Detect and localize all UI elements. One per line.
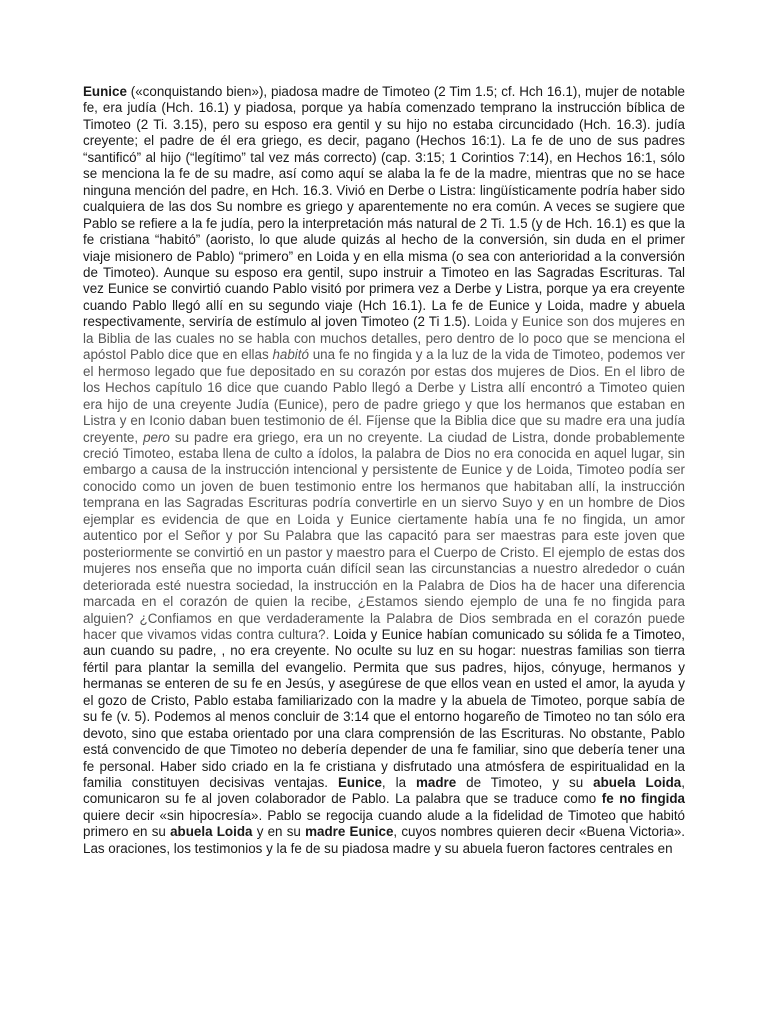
term-madre: madre xyxy=(416,775,457,791)
italic-term: habitó xyxy=(272,347,309,363)
term-eunice: Eunice xyxy=(83,84,127,99)
text-run: Loida y Eunice habían comunicado su sólida fe a Timoteo, aun cuando su padre, , no era creyente. No oculte su luz en su hogar: nuestras familias son tierra fértil para plantar la semilla del evangelio. Permita que sus padres, hijos, cónyuge, hermanos y hermanas se enteren de su fe en Jesús, y asegúrese de que ellos vean en usted el amor, la ayuda y el gozo de Cristo, Pablo estaba familiarizado con la madre y la abuela de Timoteo, porque sabía de su fe (v. 5). Podemos al menos concluir de 3:14 que el entorno hogareño de Timoteo no tan sólo era devoto, sino que estaba orientado por una clara comprensión de las Escrituras. No obstante, Pablo está convencido de que Timoteo no debería depender de una fe familiar, sino que debería tener una fe personal. Haber sido criado en la fe cristiana y disfrutado una atmósfera de espiritualidad en la familia constituyen decisivas ventajas. xyxy=(83,626,685,791)
text-run: («conquistando bien»), piadosa madre de Timoteo (2 Tim 1.5; cf. Hch 16.1), mujer de notable fe, era judía (Hch. 16.1) y piadosa, porque ya había comenzado temprano la instrucción bíblica de Timoteo (2 Ti. 3.15), pero su esposo era gentil y su hijo no estaba circuncidado (Hch. 16.3). judía creyente; el padre de él era griego, es decir, pagano (Hechos 16:1). La fe de uno de sus padres “santificó” al hijo (“legítimo” tal vez más correcto) (cap. 3:15; 1 Corintios 7:14), en Hechos 16:1, sólo se menciona la fe de su madre, así como aquí se alaba la fe de la madre, mientras que no se hace ninguna mención del padre, en Hch. 16.3. Vivió en Derbe o Listra: lingüísticamente podría haber sido cualquiera de las dos Su nombre es griego y aparentemente no era común. A veces se sugiere que Pablo se refiere a la fe judía, pero la interpretación más natural de 2 Ti. 1.5 (y de Hch. 16.1) es que la fe cristiana “habitó” (aoristo, lo que alude quizás al hecho de la conversión, sin duda en el primer viaje misionero de Pablo) “primero” en Loida y en ella misma (o sea con anterioridad a la conversión de Timoteo). Aunque su esposo era gentil, supo instruir a Timoteo en las Sagradas Escrituras. Tal vez Eunice se convirtió cuando Pablo visitó por primera vez a Derbe y Listra, porque ya era creyente cuando Pablo llegó allí en su segundo viaje (Hch 16.1). La fe de Eunice y Loida, madre y abuela respectivamente, serviría de estímulo al joven Timoteo (2 Ti 1.5). xyxy=(83,84,685,330)
text-run-gray: Loida y Eunice son dos mujeres en la Biblia de las cuales no se habla con muchos detalles, pero dentro de lo poco que se menciona el apóstol Pablo dice que en ellas habitó una fe no fingida y a la luz de la vida de Timoteo, podemos ver el hermoso legado que fue depositado en su corazón por estas dos mujeres de Dios. En el libro de los Hechos capítulo 16 dice que cuando Pablo llegó a Derbe y Listra allí encontró a Timoteo quien era hijo de una creyente Judía (Eunice), pero de padre griego y que los hermanos que estaban en Listra y en Iconio daban buen testimonio de él. Fíjense que la Biblia dice que su madre era una judía creyente, pero su padre era griego, era un no creyente. La ciudad de Listra, donde probablemente creció Timoteo, estaba llena de culto a ídolos, la palabra de Dios no era conocida en aquel lugar, sin embargo a causa de la instrucción intencional y persistente de Eunice y de Loida, Timoteo podía ser conocido como un joven de buen testimonio entre los hermanos que habitaban allí, la instrucción temprana en las Sagradas Escrituras podría convertirle en un siervo Suyo y en un hombre de Dios ejemplar es evidencia de que en Loida y Eunice ciertamente había una fe no fingida, un amor autentico por el Señor y por Su Palabra que las capacitó para ser maestras para este joven que posteriormente se convirtió en un pastor y maestro para el Cuerpo de Cristo. El ejemplo de estas dos mujeres nos enseña que no importa cuán difícil sean las circunstancias a nuestro alrededor o cuán deteriorada esté nuestra sociedad, la instrucción en la Palabra de Dios ha de hacer una diferencia marcada en el corazón de quien la recibe, ¿Estamos siendo ejemplo de una fe no fingida para alguien? ¿Confiamos en que verdaderamente la Palabra de Dios sembrada en el corazón puede hacer que vivamos vidas contra cultura?. xyxy=(83,314,685,642)
term-fe-no-fingida: fe no fingida xyxy=(601,791,685,807)
term-eunice: Eunice xyxy=(338,775,382,791)
term-abuela-loida: abuela Loida xyxy=(170,824,253,840)
term-abuela-loida: abuela Loida xyxy=(593,775,682,791)
term-madre-eunice: madre Eunice xyxy=(305,824,394,840)
document-page xyxy=(83,84,685,857)
body-paragraph: Eunice («conquistando bien»), piadosa madre de Timoteo (2 Tim 1.5; cf. Hch 16.1), mujer de notable fe, era judía (Hch. 16.1) y piadosa, porque ya había comenzado temprano la instrucción bíblica de Timoteo (2 Ti. 3.15), pero su esposo era gentil y su hijo no estaba circuncidado (Hch. 16.3). judía creyente; el padre de él era griego, es decir, pagano (Hechos 16:1). La fe de uno de sus padres “santificó” al hijo (“legítimo” tal vez más correcto) (cap. 3:15; 1 Corintios 7:14), en Hechos 16:1, sólo se menciona la fe de su madre, así como aquí se alaba la fe de la madre, mientras que no se hace ninguna mención del padre, en Hch. 16.3. Vivió en Derbe o Listra: lingüísticamente podría haber sido cualquiera de las dos Su nombre es griego y aparentemente no era común. A veces se sugiere que Pablo se refiere a la fe judía, pero la interpretación más natural de 2 Ti. 1.5 (y de Hch. 16.1) es que la fe cristiana “habitó” (aoristo, lo que alude quizás al hecho de la conversión, sin duda en el primer viaje misionero de Pablo) “primero” en Loida y en ella misma (o sea con anterioridad a la conversión de Timoteo). Aunque su esposo era gentil, supo instruir a Timoteo en las Sagradas Escrituras. Tal vez Eunice se convirtió cuando Pablo visitó por primera vez a Derbe y Listra, porque ya era creyente cuando Pablo llegó allí en su segundo viaje (Hch 16.1). La fe de Eunice y Loida, madre y abuela respectivamente, serviría de estímulo al joven Timoteo (2 Ti 1.5). Loida y Eunice son dos mujeres en la Biblia de las cuales no se habla con muchos detalles, pero dentro de lo poco que se menciona el apóstol Pablo dice que en ellas habitó una fe no fingida y a la luz de la vida de Timoteo, podemos ver el hermoso legado que fue depositado en su corazón por estas dos mujeres de Dios. En el libro de los Hechos capítulo 16 dice que cuando Pablo llegó a Derbe y Listra allí encontró a Timoteo quien era hijo de una creyente Judía (Eunice), pero de padre griego y que los hermanos que estaban en Listra y en Iconio daban buen testimonio de él. Fíjense que la Biblia dice que su madre era una judía creyente, pero su padre era griego, era un no creyente. La ciudad de Listra, donde probablemente creció Timoteo, estaba llena de culto a ídolos, la palabra de Dios no era conocida en aquel lugar, sin embargo a causa de la instrucción intencional y persistente de Eunice y de Loida, Timoteo podía ser conocido como un joven de buen testimonio entre los hermanos que habitaban allí, la instrucción temprana en las Sagradas Escrituras podría convertirle en un siervo Suyo y en un hombre de Dios ejemplar es evidencia de que en Loida y Eunice ciertamente había una fe no fingida, un amor autentico por el Señor y por Su Palabra que las capacitó para ser maestras para este joven que posteriormente se convirtió en un pastor y maestro para el Cuerpo de Cristo. El ejemplo de estas dos mujeres nos enseña que no importa cuán difícil sean las circunstancias a nuestro alrededor o cuán deteriorada esté nuestra sociedad, la instrucción en la Palabra de Dios ha de hacer una diferencia marcada en el corazón de quien la recibe, ¿Estamos siendo ejemplo de una fe no fingida para alguien? ¿Confiamos en que verdaderamente la Palabra de Dios sembrada en el corazón puede hacer que vivamos vidas contra cultura?. Loida y Eunice habían comunicado su sólida fe a Timoteo, aun cuando su padre, , no era creyente. No oculte su luz en su hogar: nuestras familias son tierra fértil para plantar la semilla del evangelio. Permita que sus padres, hijos, cónyuge, hermanos y hermanas se enteren de su fe en Jesús, y asegúrese de que ellos vean en usted el amor, la ayuda y el gozo de Cristo, Pablo estaba familiarizado con la madre y la abuela de Timoteo, porque sabía de su fe (v. 5). Podemos al menos concluir de 3:14 que el entorno hogareño de Timoteo no tan sólo era devoto, sino que estaba orientado por una clara comprensión de las Escrituras. No obstante, Pablo está convencido de que Timoteo no debería depender de una fe familiar, sino que debería tener una fe personal. Haber sido criado en la fe cristiana y disfrutado una atmósfera de espiritualidad en la familia constituyen decisivas ventajas. Eunice, la madre de Timoteo, y su abuela Loida, comunicaron su fe al joven colaborador de Pablo. La palabra que se traduce como fe no fingida quiere decir «sin hipocresía». Pablo se regocija cuando alude a la fidelidad de Timoteo que habitó primero en su abuela Loida y en su madre Eunice, cuyos nombres quieren decir «Buena Victoria». Las oraciones, los testimonios y la fe de su piadosa madre y su abuela fueron factores centrales en xyxy=(83,84,685,856)
italic-term: pero xyxy=(143,429,170,445)
